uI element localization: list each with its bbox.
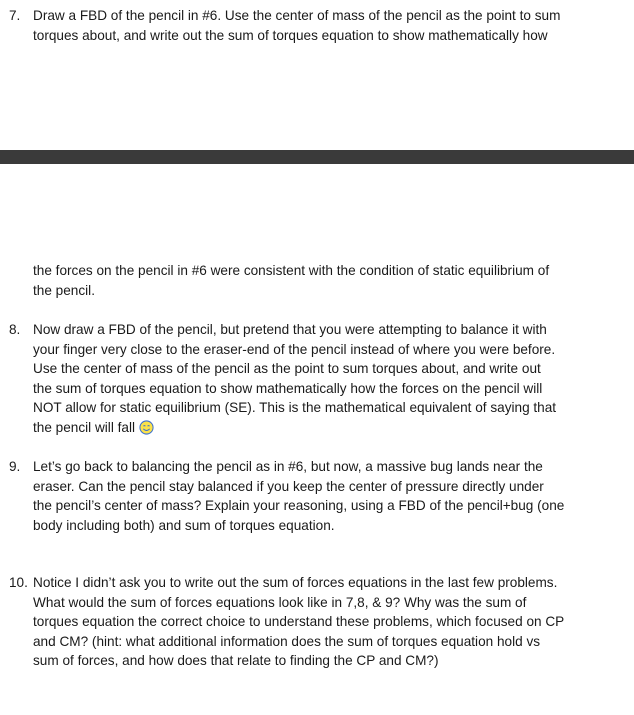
question-7 xyxy=(0,6,620,45)
question-9 xyxy=(0,457,620,535)
question-text: Let’s go back to balancing the pencil as in #6, but now, a massive bug lands near the eraser. Can the pencil stay balanced if you keep the center of pressure directly under the pencil’s center of mass? Explain your reasoning, using a FBD of the pencil+bug (one body including both) and sum of torques equation. xyxy=(33,459,565,533)
page-break-divider xyxy=(0,150,634,164)
question-number: 7. xyxy=(9,8,21,23)
smiling-face-icon xyxy=(139,420,154,435)
question-text: Notice I didn’t ask you to write out the sum of forces equations in the last few problems. What would the sum of forces equations look like in 7,8, & 9? Why was the sum of torques equation the correct choice to understand these problems, which focused on CP and CM? (hint: what additional information does the sum of torques equation hold vs sum of forces, and how does that relate to finding the CP and CM?) xyxy=(33,575,565,668)
question-10 xyxy=(0,573,620,671)
question-number: 10. xyxy=(9,575,28,590)
question-number: 9. xyxy=(9,459,21,474)
question-text-continued: the forces on the pencil in #6 were consistent with the condition of static equilibrium of the pencil. xyxy=(33,263,550,298)
question-text: Draw a FBD of the pencil in #6. Use the center of mass of the pencil as the point to sum torques about, and write out the sum of torques equation to show mathematically how xyxy=(33,8,561,43)
question-8 xyxy=(0,320,620,437)
question-7-continuation xyxy=(0,261,620,300)
question-number: 8. xyxy=(9,322,21,337)
question-text xyxy=(33,320,620,437)
question-8-body: Now draw a FBD of the pencil, but pretend that you were attempting to balance it with your finger very close to the eraser-end of the pencil instead of where you were before. Use the center of mass of the pencil as the point to sum torques about, and write out the sum of torques equation to show mathematically how the forces on the pencil will NOT allow for static equilibrium (SE). This is the mathematical equivalent of saying that the pencil will fall xyxy=(33,322,557,435)
